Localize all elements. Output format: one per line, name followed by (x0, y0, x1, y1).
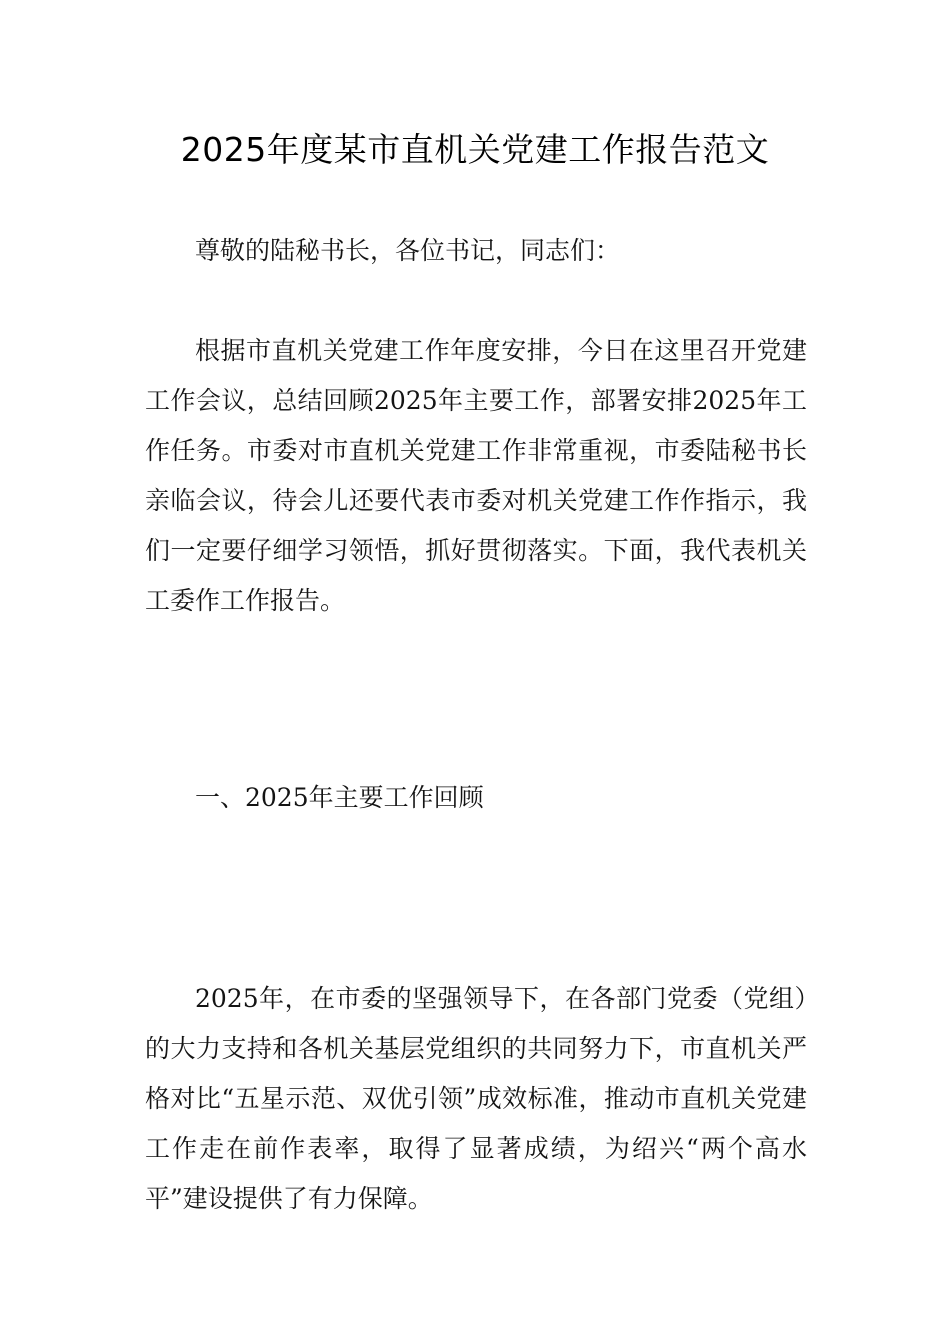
greeting-line: 尊敬的陆秘书长，各位书记，同志们： (195, 236, 621, 265)
document-title: 2025年度某市直机关党建工作报告范文 (180, 130, 770, 169)
section-heading: 一、2025年主要工作回顾 (195, 783, 484, 812)
body-paragraph: 2025年，在市委的坚强领导下，在各部门党委（党组）的大力支持和各机关基层党组织的共同努力下，市直机关严格对比“五星示范、双优引领”成效标准，推动市直机关党建工作走在前作表率，取得了显著成绩，为绍兴“两个高水平”建设提供了有力保障。 (145, 984, 807, 1213)
body-paragraph: 根据市直机关党建工作年度安排，今日在这里召开党建工作会议，总结回顾2025年主要工作，部署安排2025年工作任务。市委对市直机关党建工作非常重视，市委陆秘书长亲临会议，待会儿还要代表市委对机关党建工作作指示，我们一定要仔细学习领悟，抓好贯彻落实。下面，我代表机关工委作工作报告。 (145, 336, 807, 615)
